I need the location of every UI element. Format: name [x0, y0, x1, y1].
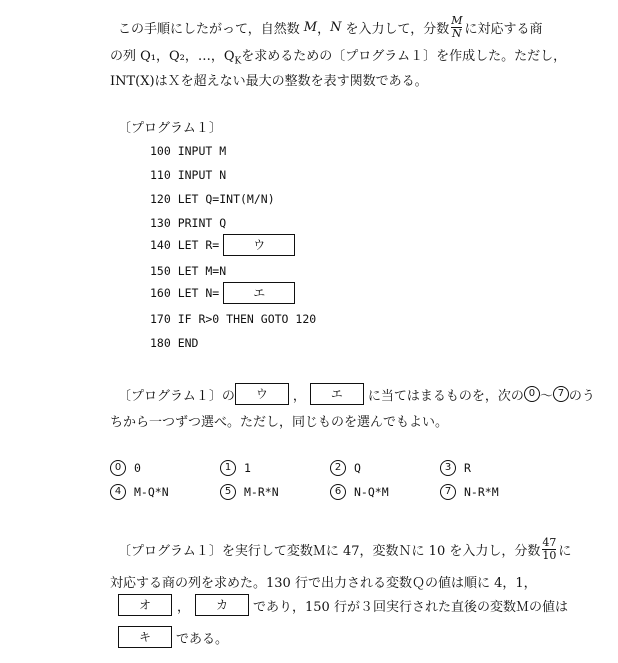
option-6: [330, 484, 389, 500]
question2-text-d: である。: [176, 631, 229, 647]
question1-line-2: ちから一つずつ選べ。ただし，同じものを選んでもよい。: [110, 415, 449, 430]
question1-suffix: のう: [568, 388, 595, 404]
question1-prefix: 〔プログラム１〕の: [118, 388, 235, 404]
question2-line-1: [118, 532, 571, 566]
program-line-100: 100 INPUT M: [150, 144, 227, 158]
intro-line-1: [118, 10, 542, 44]
option-5: [220, 484, 279, 500]
answer-box-ki: キ: [118, 626, 172, 648]
fraction-numerator: M: [451, 13, 463, 27]
program-line-120: 120 LET Q=INT(M/N): [150, 192, 275, 206]
intro-line2-sub: K: [234, 56, 242, 67]
fraction-m-over-n: [451, 15, 462, 40]
program-line-170: 170 IF R>0 THEN GOTO 120: [150, 312, 317, 326]
intro-text-c: に対応する商: [464, 21, 543, 37]
fraction2-numerator: 47: [542, 535, 557, 549]
option-0-text: 0: [134, 461, 141, 475]
program-line-150: 150 LET M=N: [150, 264, 227, 278]
question1-tilde: ～: [539, 388, 553, 404]
option-7-text: N-R*M: [464, 485, 499, 499]
option-0-marker: 0: [110, 460, 126, 476]
fraction-47-over-10: [542, 537, 556, 562]
option-6-text: N-Q*M: [354, 485, 389, 499]
option-3: [440, 460, 471, 476]
option-4-marker: 4: [110, 484, 126, 500]
answer-box-u: ウ: [223, 234, 295, 256]
intro-sep: ，: [317, 21, 331, 37]
intro-text-a: この手順にしたがって，自然数: [118, 21, 300, 37]
question2-line-3: [118, 594, 568, 616]
program-line-110: 110 INPUT N: [150, 168, 227, 182]
option-2-text: Q: [354, 461, 361, 475]
question2-text-a: 〔プログラム１〕を実行して変数Ｍに 47，変数Ｎに 10 を入力し，分数: [118, 543, 541, 559]
fraction2-denominator: 10: [542, 548, 557, 562]
choice-0-marker: 0: [524, 386, 540, 402]
question2-line-2: 対応する商の列を求めた。130 行で出力される変数Ｑの値は順に 4，1，: [110, 576, 537, 591]
option-7: [440, 484, 499, 500]
answer-box-o: オ: [118, 594, 172, 616]
program-line-160-text: 160 LET N=: [150, 286, 220, 300]
option-1-text: 1: [244, 461, 251, 475]
question1-comma: ，: [292, 388, 306, 404]
question2-line-4: [118, 626, 228, 648]
option-3-text: R: [464, 461, 471, 475]
program-header: 〔プログラム１〕: [118, 121, 222, 136]
option-2: [330, 460, 361, 476]
option-4-text: M-Q*N: [134, 485, 169, 499]
option-5-marker: 5: [220, 484, 236, 500]
option-5-text: M-R*N: [244, 485, 279, 499]
question2-text-b: に: [558, 543, 572, 559]
question1-line-1: [118, 383, 595, 405]
option-6-marker: 6: [330, 484, 346, 500]
option-1: [220, 460, 251, 476]
intro-line-2: [110, 45, 566, 67]
intro-text-b: を入力して，分数: [345, 21, 450, 37]
var-m: M: [303, 19, 318, 35]
answer-box-e: エ: [223, 282, 295, 304]
question1-box-e: エ: [310, 383, 364, 405]
option-3-marker: 3: [440, 460, 456, 476]
program-line-140-text: 140 LET R=: [150, 238, 220, 252]
option-1-marker: 1: [220, 460, 236, 476]
option-0: [110, 460, 141, 476]
program-line-130: 130 PRINT Q: [150, 216, 227, 230]
var-n: N: [330, 19, 342, 35]
choice-7-marker: 7: [553, 386, 569, 402]
intro-line2-text: の列 Q₁，Q₂，…，Q: [110, 49, 235, 64]
answer-box-ka: カ: [195, 594, 249, 616]
question2-text-c: であり，150 行が３回実行された直後の変数Ｍの値は: [253, 599, 568, 615]
option-2-marker: 2: [330, 460, 346, 476]
intro-line2-text-b: を求めるための〔プログラム１〕を作成した。ただし，: [241, 49, 567, 64]
program-line-140: [150, 234, 295, 256]
intro-line-3: [110, 70, 428, 89]
option-7-marker: 7: [440, 484, 456, 500]
question1-box-u: ウ: [235, 383, 289, 405]
intro-line3-text: INT(X)はＸを超えない最大の整数を表す関数である。: [110, 74, 428, 89]
question1-mid: に当てはまるものを，次の: [367, 388, 524, 404]
program-line-160: [150, 282, 295, 304]
program-line-180: 180 END: [150, 336, 199, 350]
fraction-denominator: N: [452, 26, 462, 40]
question2-comma: ，: [177, 599, 191, 615]
option-4: [110, 484, 169, 500]
